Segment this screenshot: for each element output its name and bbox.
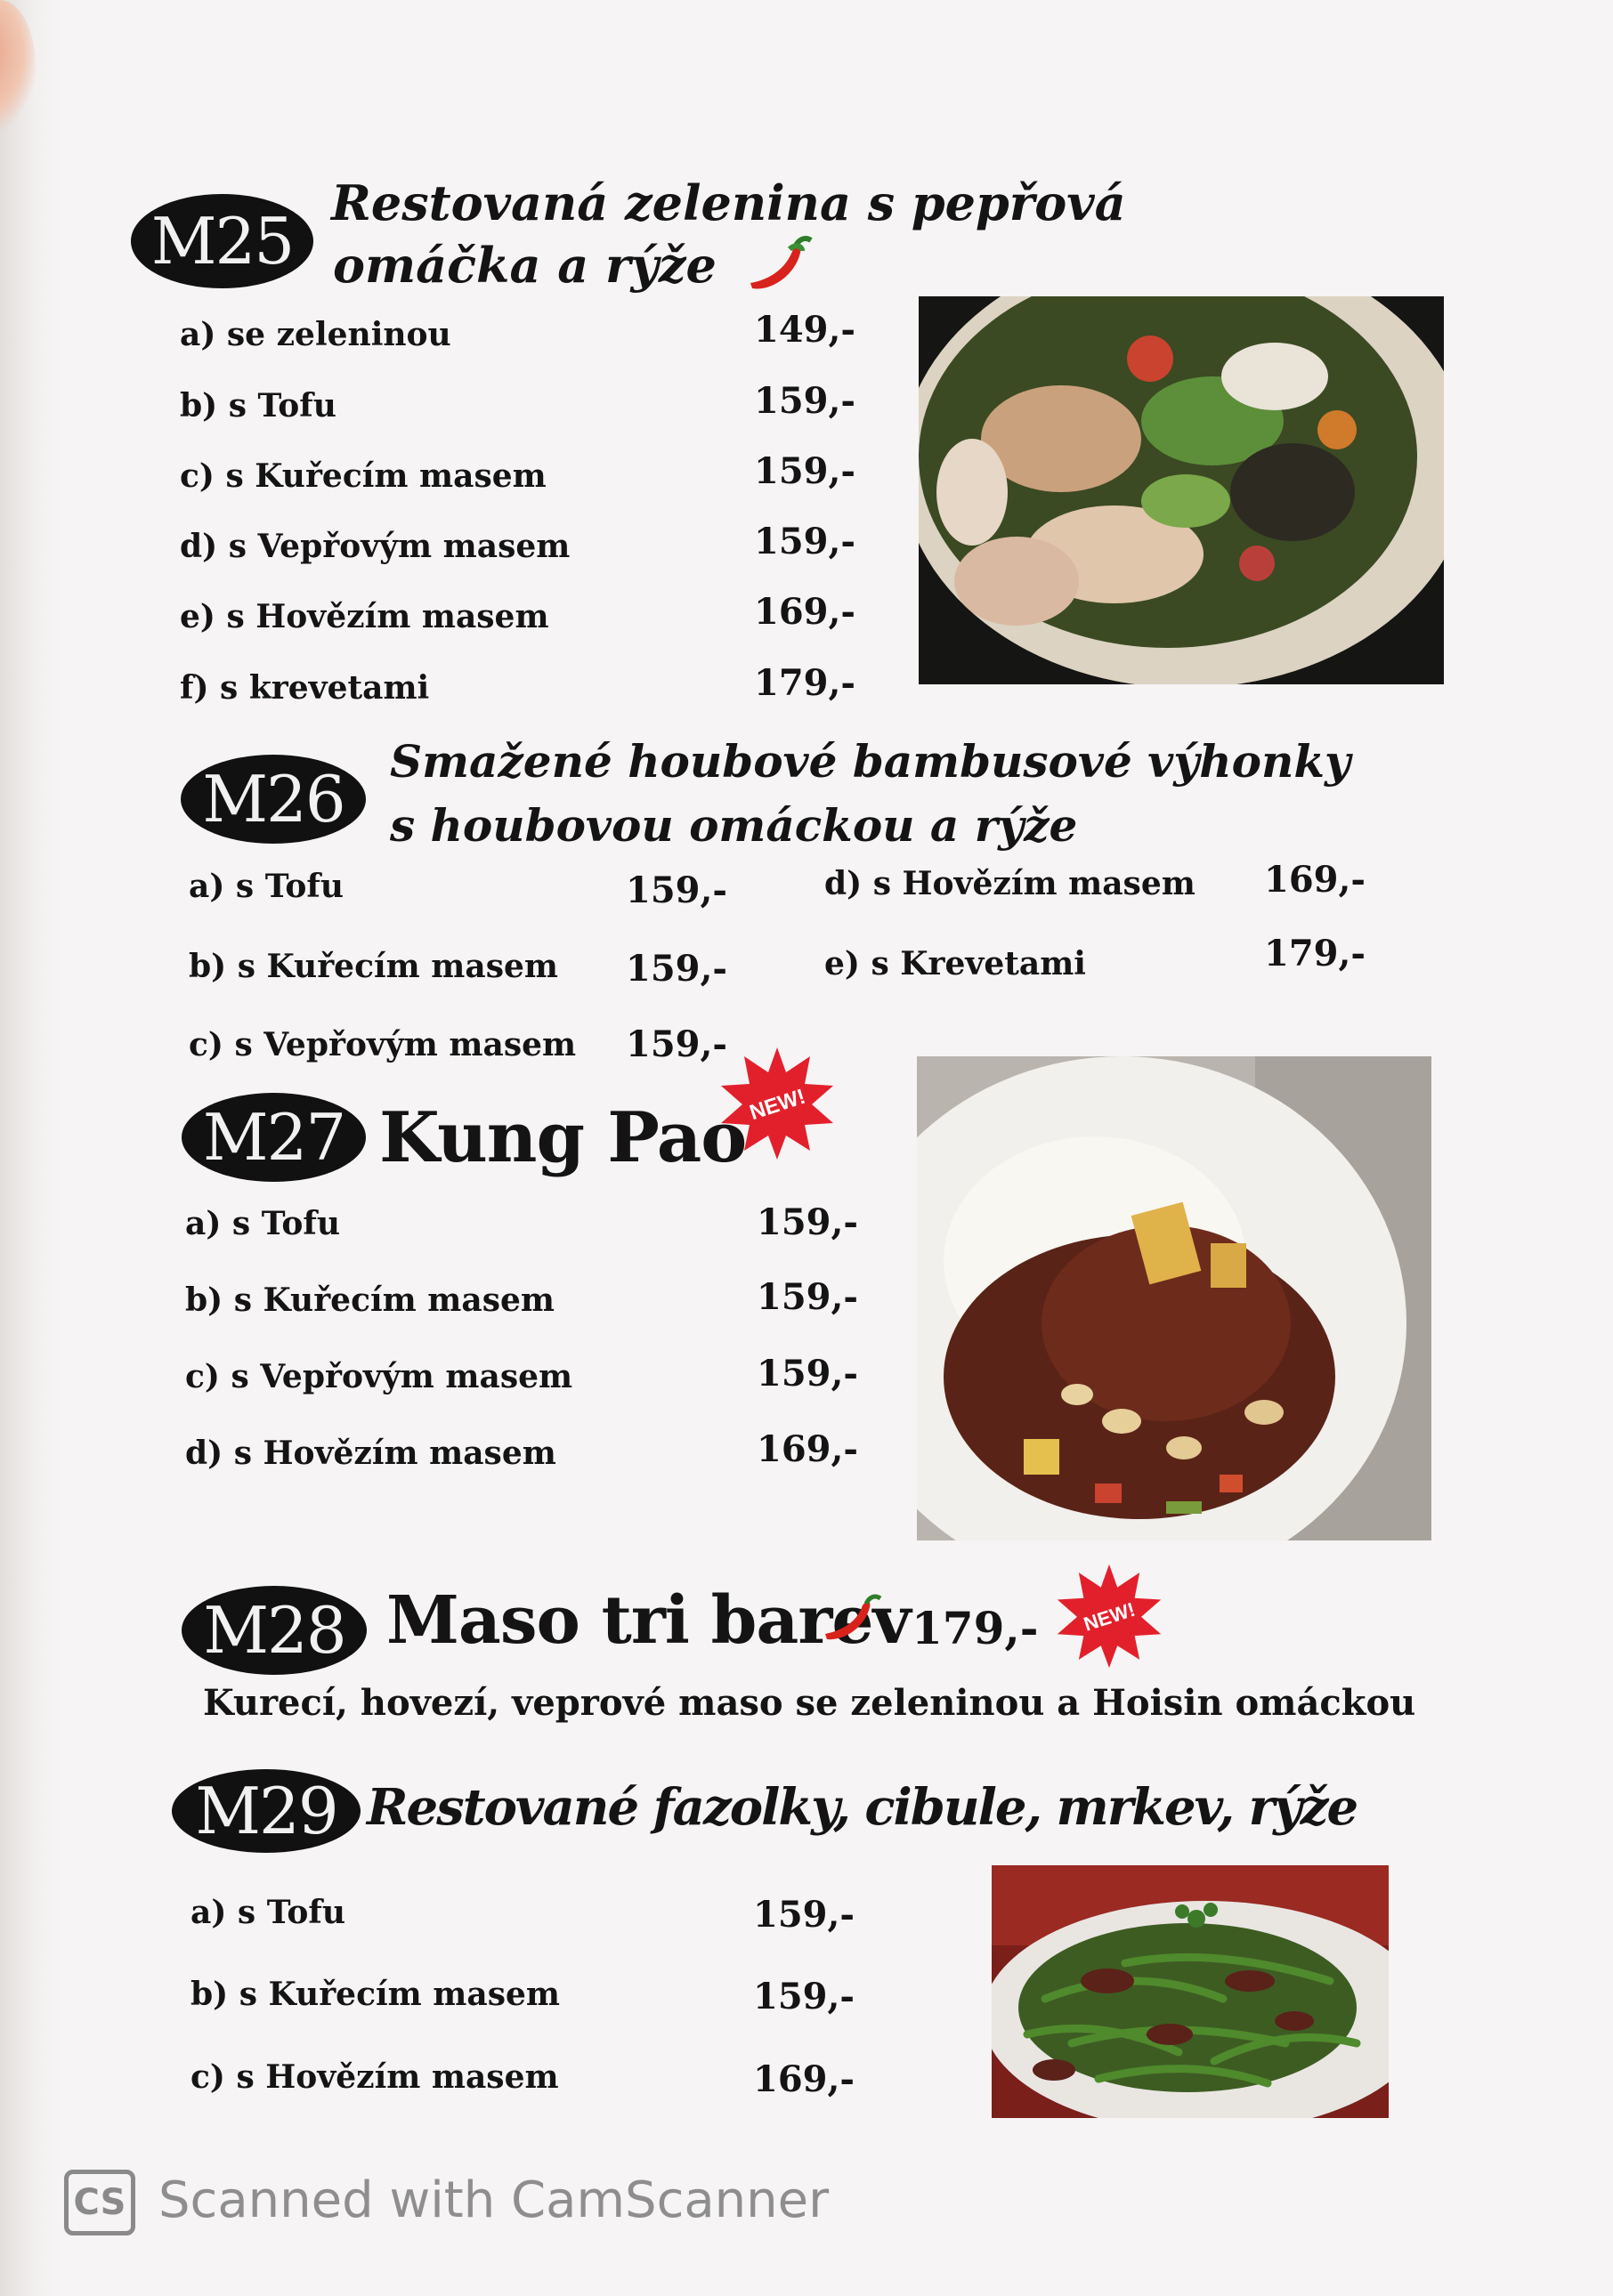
section-title-line2: omáčka a rýže <box>333 237 717 294</box>
menu-item-price: 159,- <box>757 1353 859 1395</box>
menu-item-price: 159,- <box>757 1276 859 1318</box>
menu-item-price: 179,- <box>1264 933 1366 974</box>
menu-item-label: d) s Hovězím masem <box>824 865 1196 902</box>
menu-item-label: d) s Vepřovým masem <box>180 528 571 565</box>
new-badge-text: NEW! <box>746 1084 809 1126</box>
menu-item-price: 169,- <box>757 1428 859 1470</box>
menu-item-price: 169,- <box>1264 859 1366 901</box>
section-title: Maso tri barev <box>386 1582 911 1659</box>
menu-item-price: 159,- <box>757 1201 859 1243</box>
menu-item-label: e) s Krevetami <box>824 945 1086 982</box>
menu-item-price: 159,- <box>754 450 856 492</box>
new-badge-text: NEW! <box>1081 1597 1139 1636</box>
menu-item-label: f) s krevetami <box>180 669 430 707</box>
menu-item-label: c) s Hovězím masem <box>190 2058 559 2096</box>
menu-item-label: d) s Hovězím masem <box>185 1435 556 1472</box>
menu-item-label: b) s Tofu <box>180 387 336 424</box>
menu-item-price: 159,- <box>626 1023 728 1065</box>
new-starburst-icon <box>1056 1563 1163 1669</box>
menu-item-price: 159,- <box>754 380 856 422</box>
menu-item-label: a) s Tofu <box>190 1894 346 1931</box>
menu-item-price: 169,- <box>753 2058 855 2100</box>
dish-photo-green-beans <box>992 1865 1389 2118</box>
menu-item-label: b) s Kuřecím masem <box>190 1976 560 2013</box>
menu-item-price: 159,- <box>754 521 856 562</box>
menu-item-price: 159,- <box>626 869 728 911</box>
menu-item-label: a) s Tofu <box>185 1205 341 1242</box>
item-code-badge: M25 <box>131 194 313 288</box>
page-shadow <box>0 0 62 2296</box>
menu-item-label: b) s Kuřecím masem <box>189 948 558 985</box>
item-code-badge: M28 <box>182 1586 367 1675</box>
menu-item-label: c) s Vepřovým masem <box>185 1358 573 1395</box>
menu-item-price: 149,- <box>754 309 856 351</box>
dish-photo-vegetables <box>919 296 1444 684</box>
section-price: 179,- <box>912 1602 1039 1654</box>
item-code-badge: M26 <box>181 755 366 844</box>
watermark-text: Scanned with CamScanner <box>158 2171 830 2229</box>
menu-item-label: a) s Tofu <box>189 868 344 905</box>
menu-item-price: 169,- <box>754 591 856 633</box>
menu-item-label: c) s Vepřovým masem <box>189 1026 577 1063</box>
new-starburst-icon <box>719 1046 835 1161</box>
chili-pepper-icon <box>823 1591 882 1645</box>
section-title-line2: s houbovou omáckou a rýže <box>390 799 1078 852</box>
menu-item-label: a) se zeleninou <box>180 316 451 353</box>
menu-item-label: b) s Kuřecím masem <box>185 1281 555 1319</box>
item-code-badge: M29 <box>172 1769 361 1853</box>
section-title: Kung Pao <box>379 1097 747 1178</box>
menu-item-price: 159,- <box>626 948 728 990</box>
menu-item-label: c) s Kuřecím masem <box>180 457 547 495</box>
chili-pepper-icon <box>743 233 815 297</box>
section-description: Kurecí, hovezí, veprové maso se zeleninou a Hoisin omáckou <box>203 1682 1416 1724</box>
section-title-line1: Restovaná zelenina s pepřová <box>331 174 1126 231</box>
section-title-line1: Smažené houbové bambusové výhonky <box>390 735 1351 788</box>
dish-photo-kung-pao <box>917 1056 1431 1540</box>
section-title: Restované fazolky, cibule, mrkev, rýže <box>367 1778 1358 1837</box>
menu-item-price: 179,- <box>754 662 856 704</box>
menu-item-price: 159,- <box>753 1894 855 1936</box>
camscanner-logo-icon: CS <box>64 2170 135 2235</box>
menu-item-price: 159,- <box>753 1976 855 2017</box>
item-code-badge: M27 <box>182 1093 366 1182</box>
menu-item-label: e) s Hovězím masem <box>180 598 549 635</box>
